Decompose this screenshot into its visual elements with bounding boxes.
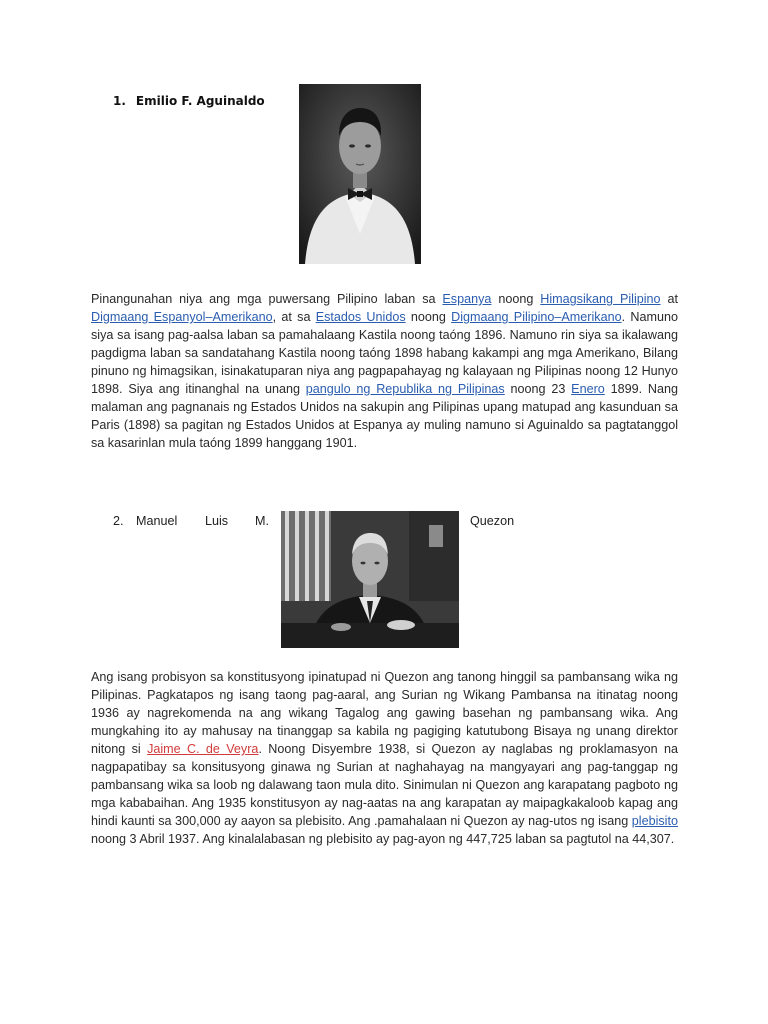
section-2-name-middle: Luis (205, 514, 229, 528)
inline-link[interactable]: Himagsikang Pilipino (540, 292, 661, 306)
paragraph-text: . Namuno siya sa isang pag-aalsa laban sa pamahalaang Kastila noong taóng 1896. Namuno rin siya sa ikalawang pagdigma laban sa sandatahang Kastila noong taóng 1898 habang kakampi ang mga Amerikano, Bilang pinuno ng himagsikan, isinakatuparan niya ang pagpapahayag ng kalayaan ng Pilipinas noong 12 Hunyo 1898. Siya ang itinanghal na unang (91, 310, 678, 396)
flag-left-stripes (281, 511, 331, 601)
inline-link[interactable]: Estados Unidos (315, 310, 406, 324)
inline-link[interactable]: pangulo ng Republika ng Pilipinas (305, 382, 505, 396)
section-1-name: Emilio F. Aguinaldo (135, 94, 265, 108)
inline-link[interactable]: Jaime C. de Veyra (147, 742, 259, 756)
paragraph-text: , at sa (272, 310, 316, 324)
paragraph-text: noong (405, 310, 452, 324)
inline-link[interactable]: plebisito (631, 814, 678, 828)
paragraph-text: Pinangunahan niya ang mga puwersang Pilipino laban sa (91, 292, 443, 306)
section-1-paragraph (91, 290, 678, 452)
aguinaldo-portrait-photo (299, 84, 421, 264)
paragraph-text: noong 23 (504, 382, 572, 396)
section-2-name-last: Quezon (470, 514, 515, 528)
quezon-portrait-photo (281, 511, 459, 648)
paragraph-text: . Noong Disyembre 1938, si Quezon ay naglabas ng proklamasyon na nagpapatibay sa konsitusyong ginawa ng Surian at naghahayag na mangyayari ang pag-tanggap ng pambansang wika sa loob ng dalawang taon mula dito. Sinimulan ni Quezon ang karapatang pagboto ng mga kababaihan. Ang 1935 konstitusyon ay nag-aatas na ang karapatan ay maipagkakaloob kapag ang hindi kaunti sa 300,000 ay aayon sa plebisito. Ang .pamahalaan ni Quezon ay nag-utos ng isang (91, 742, 679, 828)
paragraph-text: 1899. Nang malaman ang pagnanais ng Estados Unidos na sakupin ang Pilipinas upang matupad ang kasunduan sa Paris (1898) sa pagitan ng Estados Unidos at Espanya ay muling namuno si Aguinaldo sa pagtatanggol sa kasarinlan mula taóng 1899 hanggang 1901. (91, 382, 679, 450)
section-1-heading (113, 94, 265, 108)
section-2-name-first: Manuel (136, 514, 178, 528)
paragraph-text: noong 3 Abril 1937. Ang kinalalabasan ng plebisito ay pag-ayon ng 447,725 laban sa pagtutol na 44,307. (91, 832, 675, 846)
aguinaldo-portrait-illustration (299, 84, 421, 264)
inline-link[interactable]: Enero (571, 382, 605, 396)
inline-link[interactable]: Digmaang Espanyol–Amerikano (91, 310, 273, 324)
paragraph-text: noong (491, 292, 541, 306)
section-1-number: 1. (113, 94, 126, 108)
paragraph-text: Ang isang probisyon sa konstitusyong ipinatupad ni Quezon ang tanong hinggil sa pambansang wika ng Pilipinas. Pagkatapos ng isang taong pag-aaral, ang Surian ng Wikang Pambansa na itinatag noong 1936 ay nagrekomenda na ang wikang Tagalog ang gawing basehan ng pambansang wika. Ang mungkahing ito ay mahusay na tinanggap sa kabila ng pagiging katutubong Bisaya ng unang direktor nitong si (91, 670, 678, 756)
section-2-name-initial: M. (255, 514, 269, 528)
inline-link[interactable]: Digmaang Pilipino–Amerikano (451, 310, 622, 324)
section-2-paragraph (91, 668, 678, 848)
paragraph-text: at (660, 292, 678, 306)
section-2-number: 2. (113, 514, 124, 528)
quezon-portrait-illustration (281, 511, 459, 648)
inline-link[interactable]: Espanya (442, 292, 492, 306)
